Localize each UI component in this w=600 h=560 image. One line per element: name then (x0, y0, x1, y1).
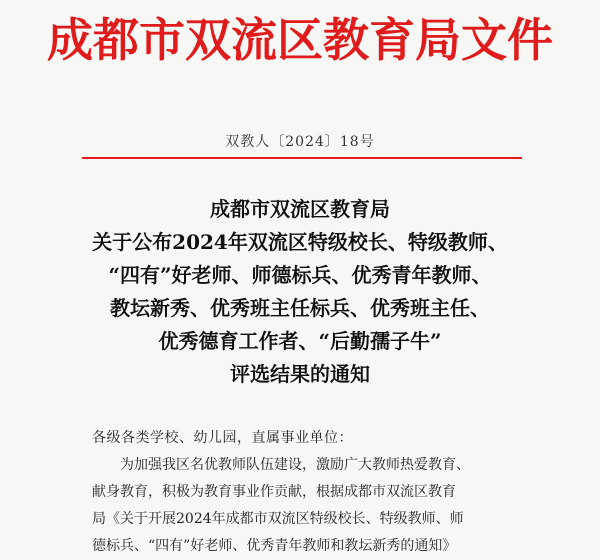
notice-title-line: “四有”好老师、师德标兵、优秀青年教师、 (108, 263, 492, 287)
body-line: 德标兵、“四有”好老师、优秀青年教师和教坛新秀的通知》 (92, 538, 457, 554)
document-header-title: 成都市双流区教育局文件 (47, 13, 553, 67)
notice-title-line: 关于公布2024年双流区特级校长、特级教师、 (92, 230, 508, 254)
notice-title-line: 成都市双流区教育局 (210, 197, 390, 221)
red-divider-rule (82, 157, 522, 159)
notice-title-line: 教坛新秀、优秀班主任标兵、优秀班主任、 (110, 296, 490, 320)
notice-title (80, 193, 520, 391)
body-line: 为加强我区名优教师队伍建设，激励广大教师热爱教育、 (120, 457, 470, 473)
document-number: 双教人〔2024〕18号 (225, 134, 375, 150)
body-line: 献身教育，积极为教育事业作贡献，根据成都市双流区教育 (92, 484, 456, 500)
notice-title-line: 优秀德育工作者、“后勤孺子牛” (158, 329, 442, 353)
body-paragraph (92, 452, 527, 560)
body-line: 局《关于开展2024年成都市双流区特级校长、特级教师、师 (92, 511, 464, 527)
addressee-line: 各级各类学校、幼儿园，直属事业单位： (92, 430, 353, 446)
notice-title-line: 评选结果的通知 (230, 362, 370, 386)
